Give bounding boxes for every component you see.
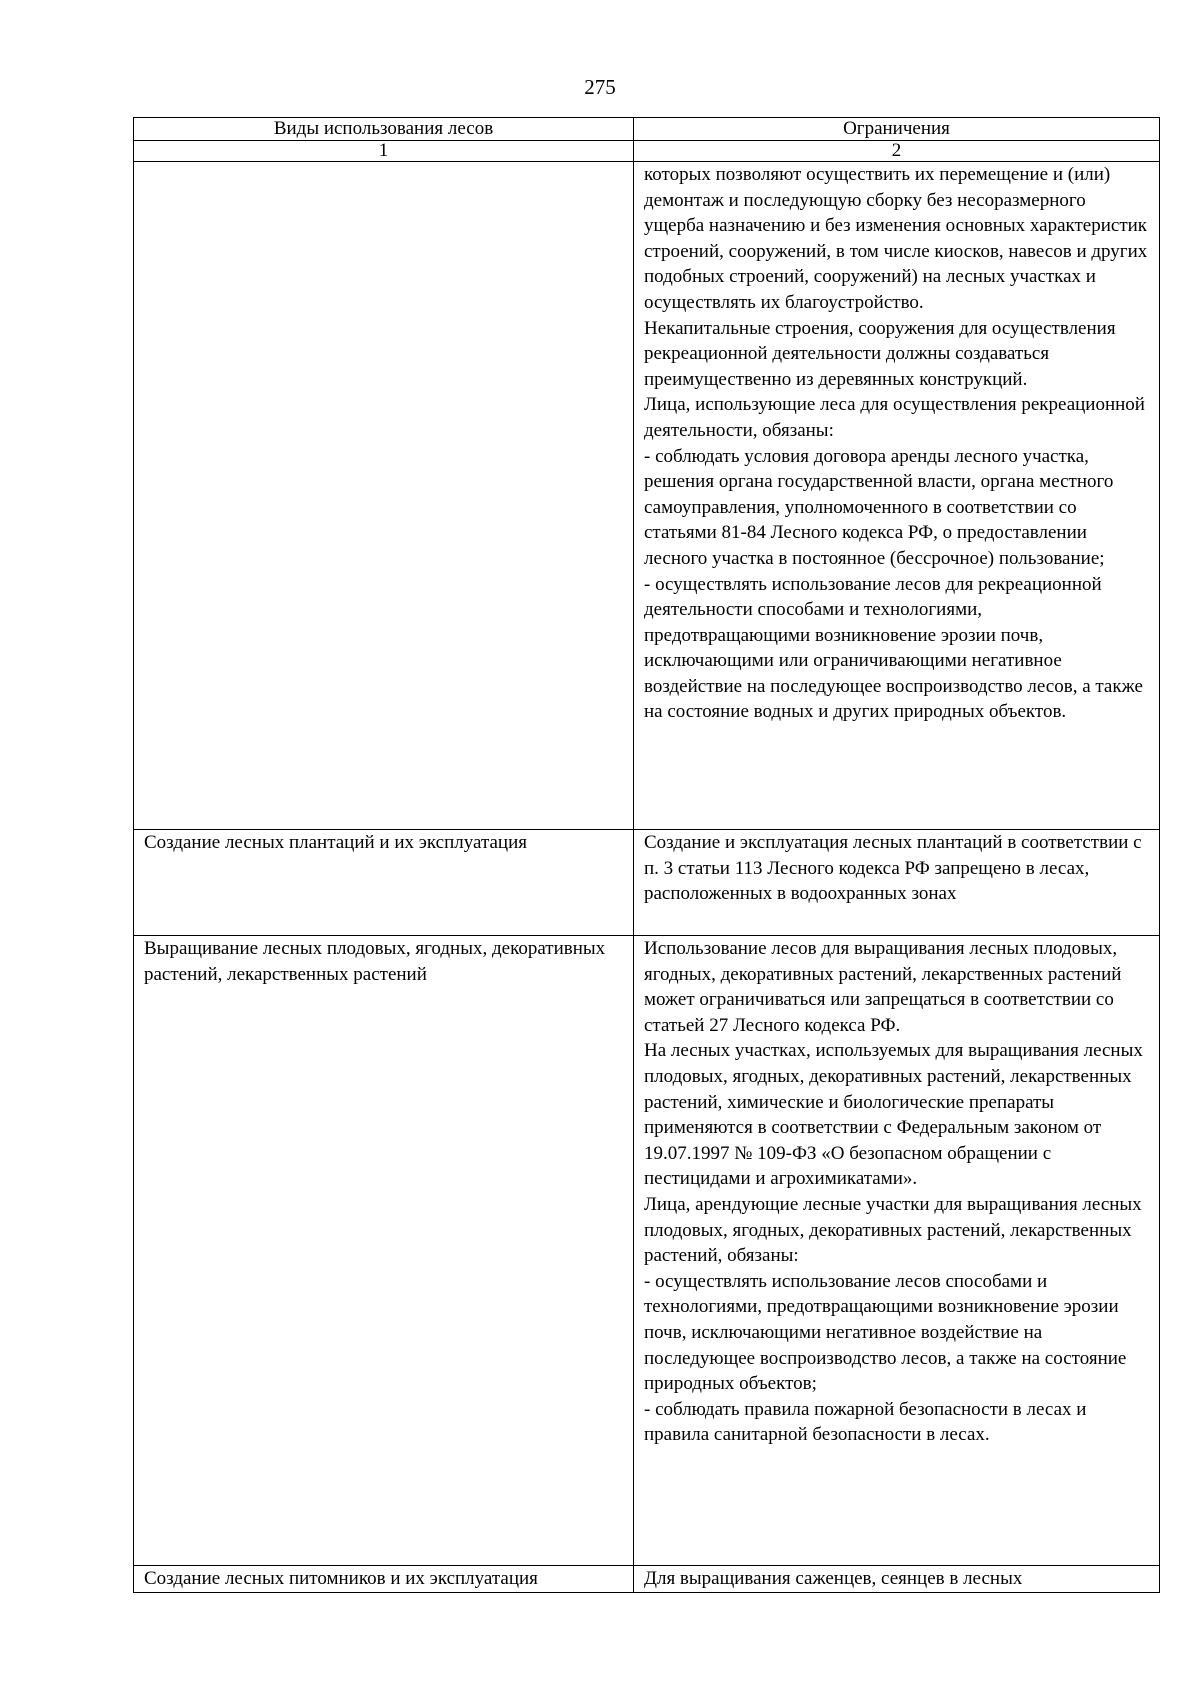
restriction-paragraph: - соблюдать условия договора аренды лесного участка, решения органа государственной власти, органа местного самоуправления, уполномоченного в соответствии со статьями 81-84 Лесного кодекса РФ, о предоставлении лесного участка в постоянное (бессрочное) пользование;	[644, 445, 1114, 569]
table-row	[134, 936, 1160, 1566]
restriction-paragraph: которых позволяют осуществить их перемещение и (или) демонтаж и последующую сборку без несоразмерного ущерба назначению и без изменения основных характеристик строений, сооружений, в том числе киосков, навесов и других подобных строений, сооружений) на лесных участках и осуществлять их благоустройство.	[644, 164, 1148, 313]
restriction-paragraph: Некапитальные строения, сооружения для осуществления рекреационной деятельности должны создаваться преимущественно из деревянных конструкций.	[644, 317, 1116, 390]
forest-use-kind-cell	[134, 162, 634, 830]
restriction-paragraph: На лесных участках, используемых для выращивания лесных плодовых, ягодных, декоративных растений, лекарственных растений, химические и биологические препараты применяются в соответствии с Федеральным законом от 19.07.1997 № 109-ФЗ «О безопасном обращении с пестицидами и агрохимикатами».	[644, 1040, 1143, 1190]
forest-use-kind-cell: Создание лесных плантаций и их эксплуатация	[134, 830, 634, 936]
column-number-2: 2	[634, 141, 1160, 162]
restriction-paragraph: Для выращивания саженцев, сеянцев в лесных	[644, 1568, 1023, 1589]
restrictions-cell	[634, 830, 1160, 936]
restrictions-cell	[634, 1566, 1160, 1593]
column-number-1: 1	[134, 141, 634, 162]
restriction-paragraph: - осуществлять использование лесов способами и технологиями, предотвращающими возникновение эрозии почв, исключающими негативное воздействие на последующее воспроизводство лесов, а также на состояние природных объектов;	[644, 1270, 1127, 1395]
restriction-paragraph: - осуществлять использование лесов для рекреационной деятельности способами и технологиями, предотвращающими возникновение эрозии почв, исключающими или ограничивающими негативное воздействие на последующее воспроизводство лесов, а также на состояние водных и других природных объектов.	[644, 573, 1143, 723]
page-number: 275	[584, 75, 616, 99]
column-number-row	[134, 141, 1160, 162]
forest-use-restrictions-table	[133, 117, 1160, 1593]
restriction-paragraph: - соблюдать правила пожарной безопасности в лесах и правила санитарной безопасности в лесах.	[644, 1398, 1087, 1446]
header-forest-use-kinds: Виды использования лесов	[134, 118, 634, 141]
table-row	[134, 162, 1160, 830]
table-row	[134, 1566, 1160, 1593]
header-restrictions: Ограничения	[634, 118, 1160, 141]
forest-use-kind-cell: Выращивание лесных плодовых, ягодных, декоративных растений, лекарственных растений	[134, 936, 634, 1566]
restriction-paragraph: Лица, арендующие лесные участки для выращивания лесных плодовых, ягодных, декоративных растений, лекарственных растений, обязаны:	[644, 1193, 1142, 1267]
table-row	[134, 830, 1160, 936]
table-header-row	[134, 118, 1160, 141]
restriction-paragraph: Лица, использующие леса для осуществления рекреационной деятельности, обязаны:	[644, 394, 1145, 441]
restrictions-cell	[634, 936, 1160, 1566]
restriction-paragraph: Использование лесов для выращивания лесных плодовых, ягодных, декоративных растений, лекарственных растений может ограничиваться или запрещаться в соответствии со статьей 27 Лесного кодекса РФ.	[644, 938, 1122, 1036]
forest-use-kind-cell: Создание лесных питомников и их эксплуатация	[134, 1566, 634, 1593]
restrictions-cell	[634, 162, 1160, 830]
restriction-paragraph: Создание и эксплуатация лесных плантаций в соответствии с п. 3 статьи 113 Лесного кодекса РФ запрещено в лесах, расположенных в водоохранных зонах	[644, 832, 1142, 905]
